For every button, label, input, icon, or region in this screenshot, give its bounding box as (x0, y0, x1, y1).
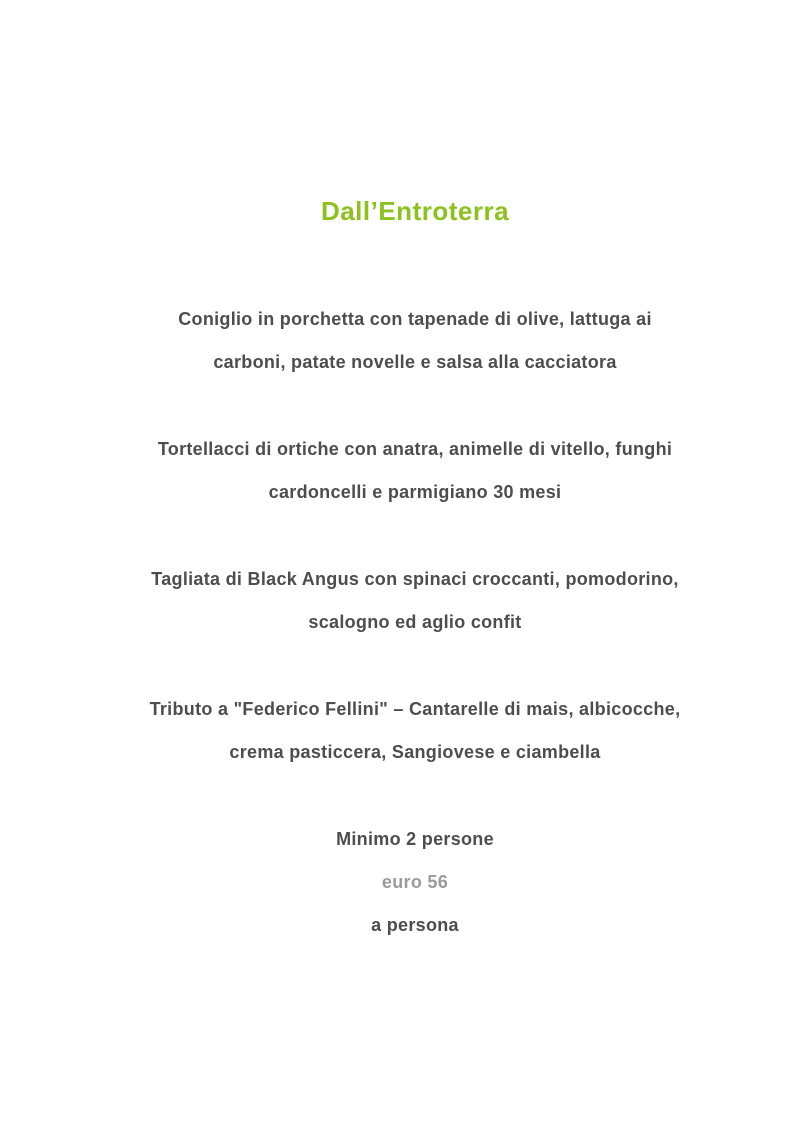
menu-item-line: Tortellacci di ortiche con anatra, animelle di vitello, funghi (157, 439, 673, 459)
menu-item-line: Tributo a "Federico Fellini" – Cantarelle di mais, albicocche, (149, 699, 681, 719)
menu-item-line: crema pasticcera, Sangiovese e ciambella (229, 742, 601, 762)
per-person-note: a persona (371, 915, 459, 935)
menu-section-title: Dall’Entroterra (320, 196, 510, 226)
menu-item (37, 428, 793, 514)
menu-item-line: Coniglio in porchetta con tapenade di olive, lattuga ai (178, 309, 652, 329)
menu-item (37, 558, 793, 644)
menu-item-line: scalogno ed aglio confit (308, 612, 522, 632)
menu-item (37, 688, 793, 774)
menu-item-line: carboni, patate novelle e salsa alla cacciatora (213, 352, 617, 372)
menu-item-line: cardoncelli e parmigiano 30 mesi (268, 482, 562, 502)
menu-footer (37, 818, 793, 947)
price-per-person: euro 56 (381, 872, 449, 892)
menu-items (37, 298, 793, 774)
menu-item-line: Tagliata di Black Angus con spinaci croccanti, pomodorino, (151, 569, 679, 589)
minimum-persons-note: Minimo 2 persone (336, 829, 494, 849)
menu-item (37, 298, 793, 384)
